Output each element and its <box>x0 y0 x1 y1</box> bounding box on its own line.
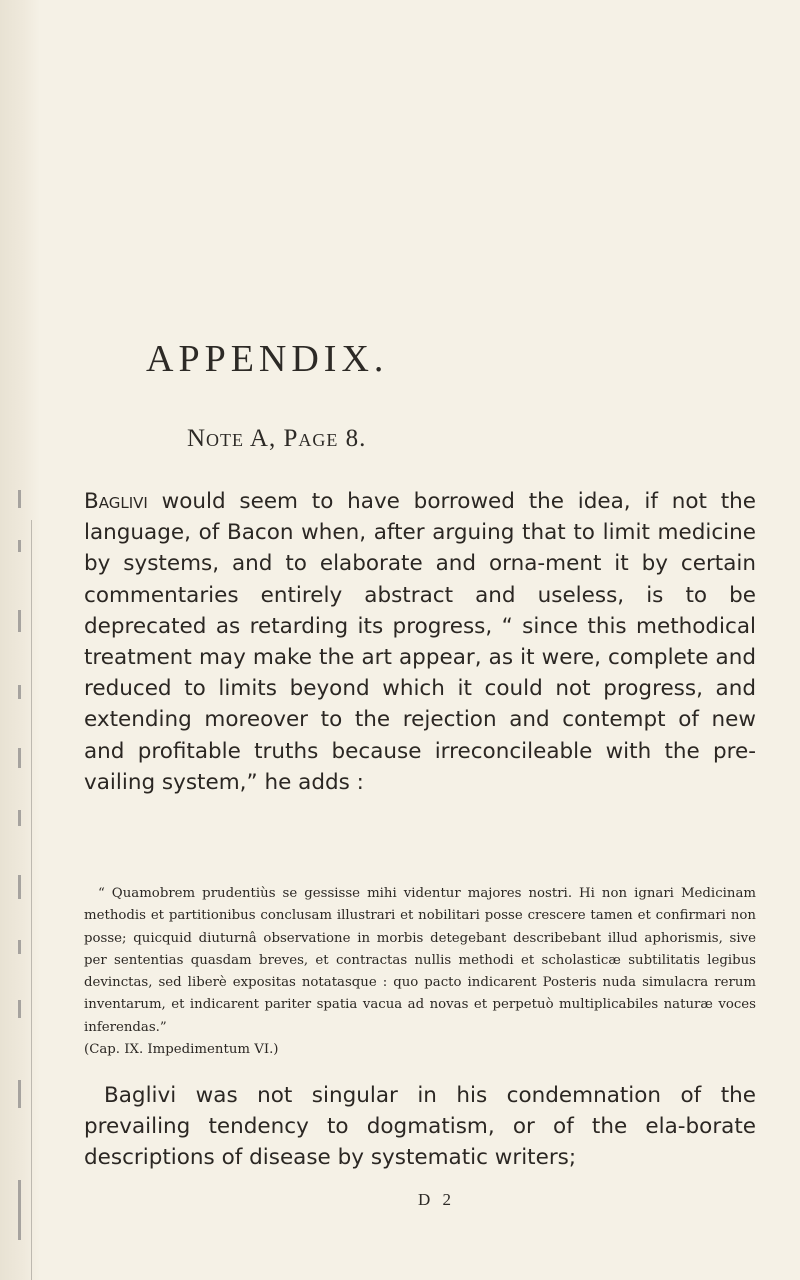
note-heading: Note A, Page 8. <box>187 425 367 452</box>
paragraph-text: would seem to have borrowed the idea, if not the language, of Bacon when, after arguing that to limit medicine by systems, and to elaborate and orna-ment it by certain commentaries entirely abstract and useless, is to be deprecated as retarding its progress, “ since this methodical treatment may make the art appear, as it were, complete and reduced to limits beyond which it could not progress, and extending moreover to the rejection and contempt of new and profitable truths because irreconcileable with the pre-vailing system,” he adds : <box>84 489 756 795</box>
drop-word: Baglivi <box>84 489 148 514</box>
signature-mark: D 2 <box>418 1190 456 1209</box>
running-title: APPENDIX. <box>146 338 389 380</box>
quotation-text: “ Quamobrem prudentiùs se gessisse mihi videntur majores nostri. Hi non ignari Medicinam methodis et partitionibus conclusam illustrari et nobilitari posse crescere tamen et confirmari non posse; quicquid diuturnâ observatione in morbis detegebant describebant illud aphorismis, sive per sententias quasdam breves, et contractas nullis methodi et scholasticæ subtilitatis legibus devinctas, sed liberè expositas notatasque : quo pacto indicarent Posteris nuda simulacra rerum inventarum, et indicarent pariter spatia vacua ad novas et perpetuò multiplicabiles naturæ voces inferendas.” <box>84 886 756 1035</box>
latin-quotation <box>84 883 756 1061</box>
gutter-marks <box>18 480 38 1270</box>
body-paragraph-2: Baglivi was not singular in his condemnation of the prevailing tendency to dogmatism, or of the ela-borate descriptions of disease by systematic writers; <box>84 1083 756 1171</box>
body-paragraph <box>84 486 756 798</box>
quotation-citation: (Cap. IX. Impedimentum VI.) <box>84 1042 279 1058</box>
